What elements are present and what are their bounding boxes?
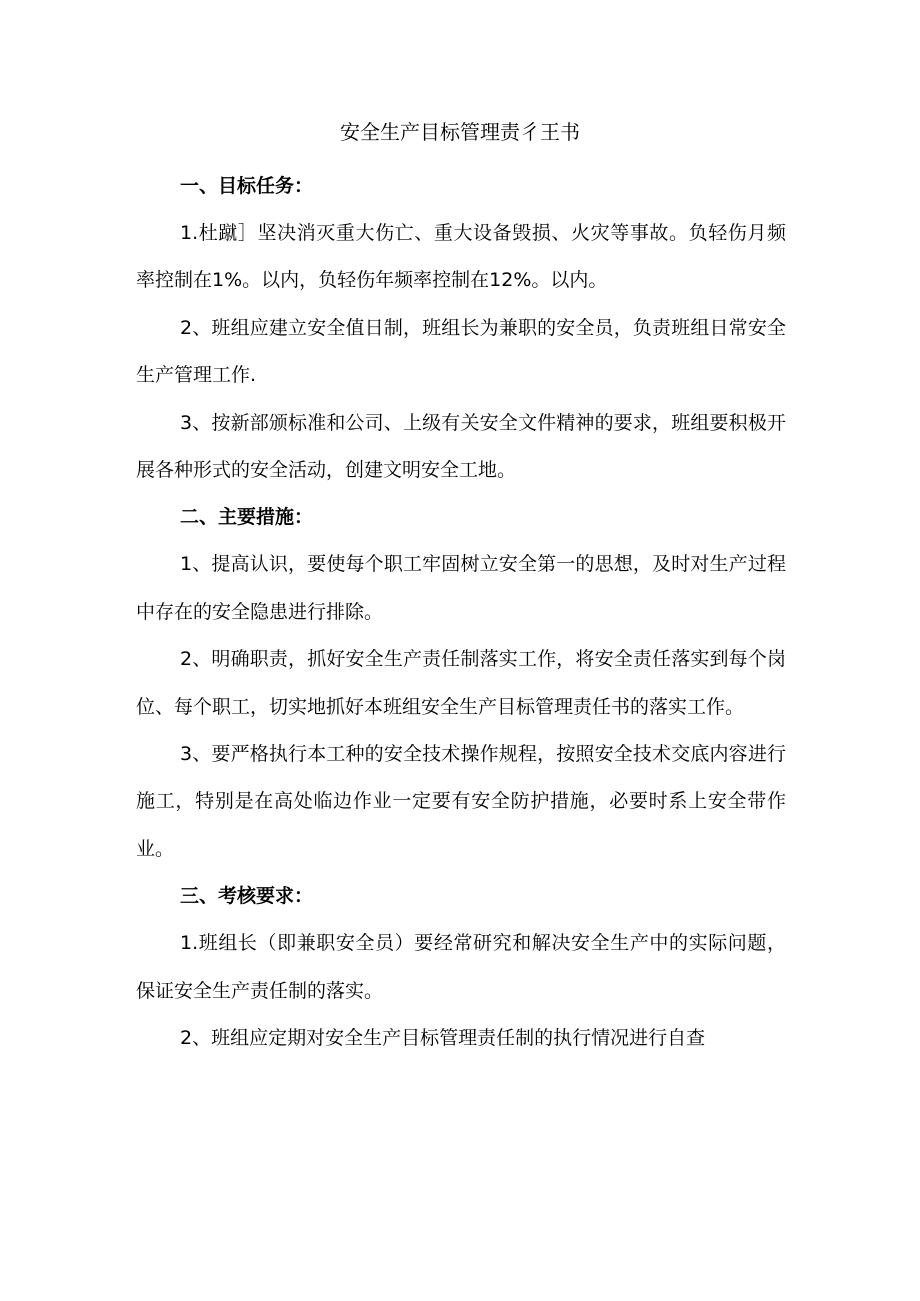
paragraph: 3、要严格执行本工种的安全技术操作规程，按照安全技术交底内容进行施工，特别是在高处临边作业一定要有安全防护措施，必要时系上安全带作业。 — [136, 743, 786, 860]
paragraph: 1.班组长（即兼职安全员）要经常研究和解决安全生产中的实际问题，保证安全生产责任制的落实。 — [136, 932, 786, 1002]
paragraph: 3、按新部颁标准和公司、上级有关安全文件精神的要求，班组要积极开展各种形式的安全活动，创建文明安全工地。 — [136, 411, 786, 482]
section-heading: 二、主要措施： — [180, 506, 314, 529]
document-body — [136, 163, 786, 1063]
paragraph: 2、班组应定期对安全生产目标管理责任制的执行情况进行自查 — [180, 1027, 706, 1050]
paragraph: 2、班组应建立安全值日制，班组长为兼职的安全员，负责班组日常安全生产管理工作. — [136, 316, 786, 387]
section-assessment — [136, 873, 786, 1062]
section-heading: 一、目标任务： — [180, 175, 314, 197]
section-measures — [136, 494, 786, 873]
section-targets — [136, 163, 786, 494]
paragraph: 1.杜蹴］坚决消灭重大伤亡、重大设备毁损、火灾等事故。负轻伤月频率控制在1%。以内，负轻伤年频率控制在12%。以内。 — [136, 222, 786, 292]
paragraph: 1、提高认识，要使每个职工牢固树立安全第一的思想，及时对生产过程中存在的安全隐患进行排除。 — [136, 553, 786, 623]
section-heading: 三、考核要求： — [180, 885, 314, 908]
document-title: 安全生产目标管理责彳王书 — [340, 120, 580, 144]
paragraph: 2、明确职责，抓好安全生产责任制落实工作，将安全责任落实到每个岗位、每个职工，切实地抓好本班组安全生产目标管理责任书的落实工作。 — [136, 648, 786, 718]
